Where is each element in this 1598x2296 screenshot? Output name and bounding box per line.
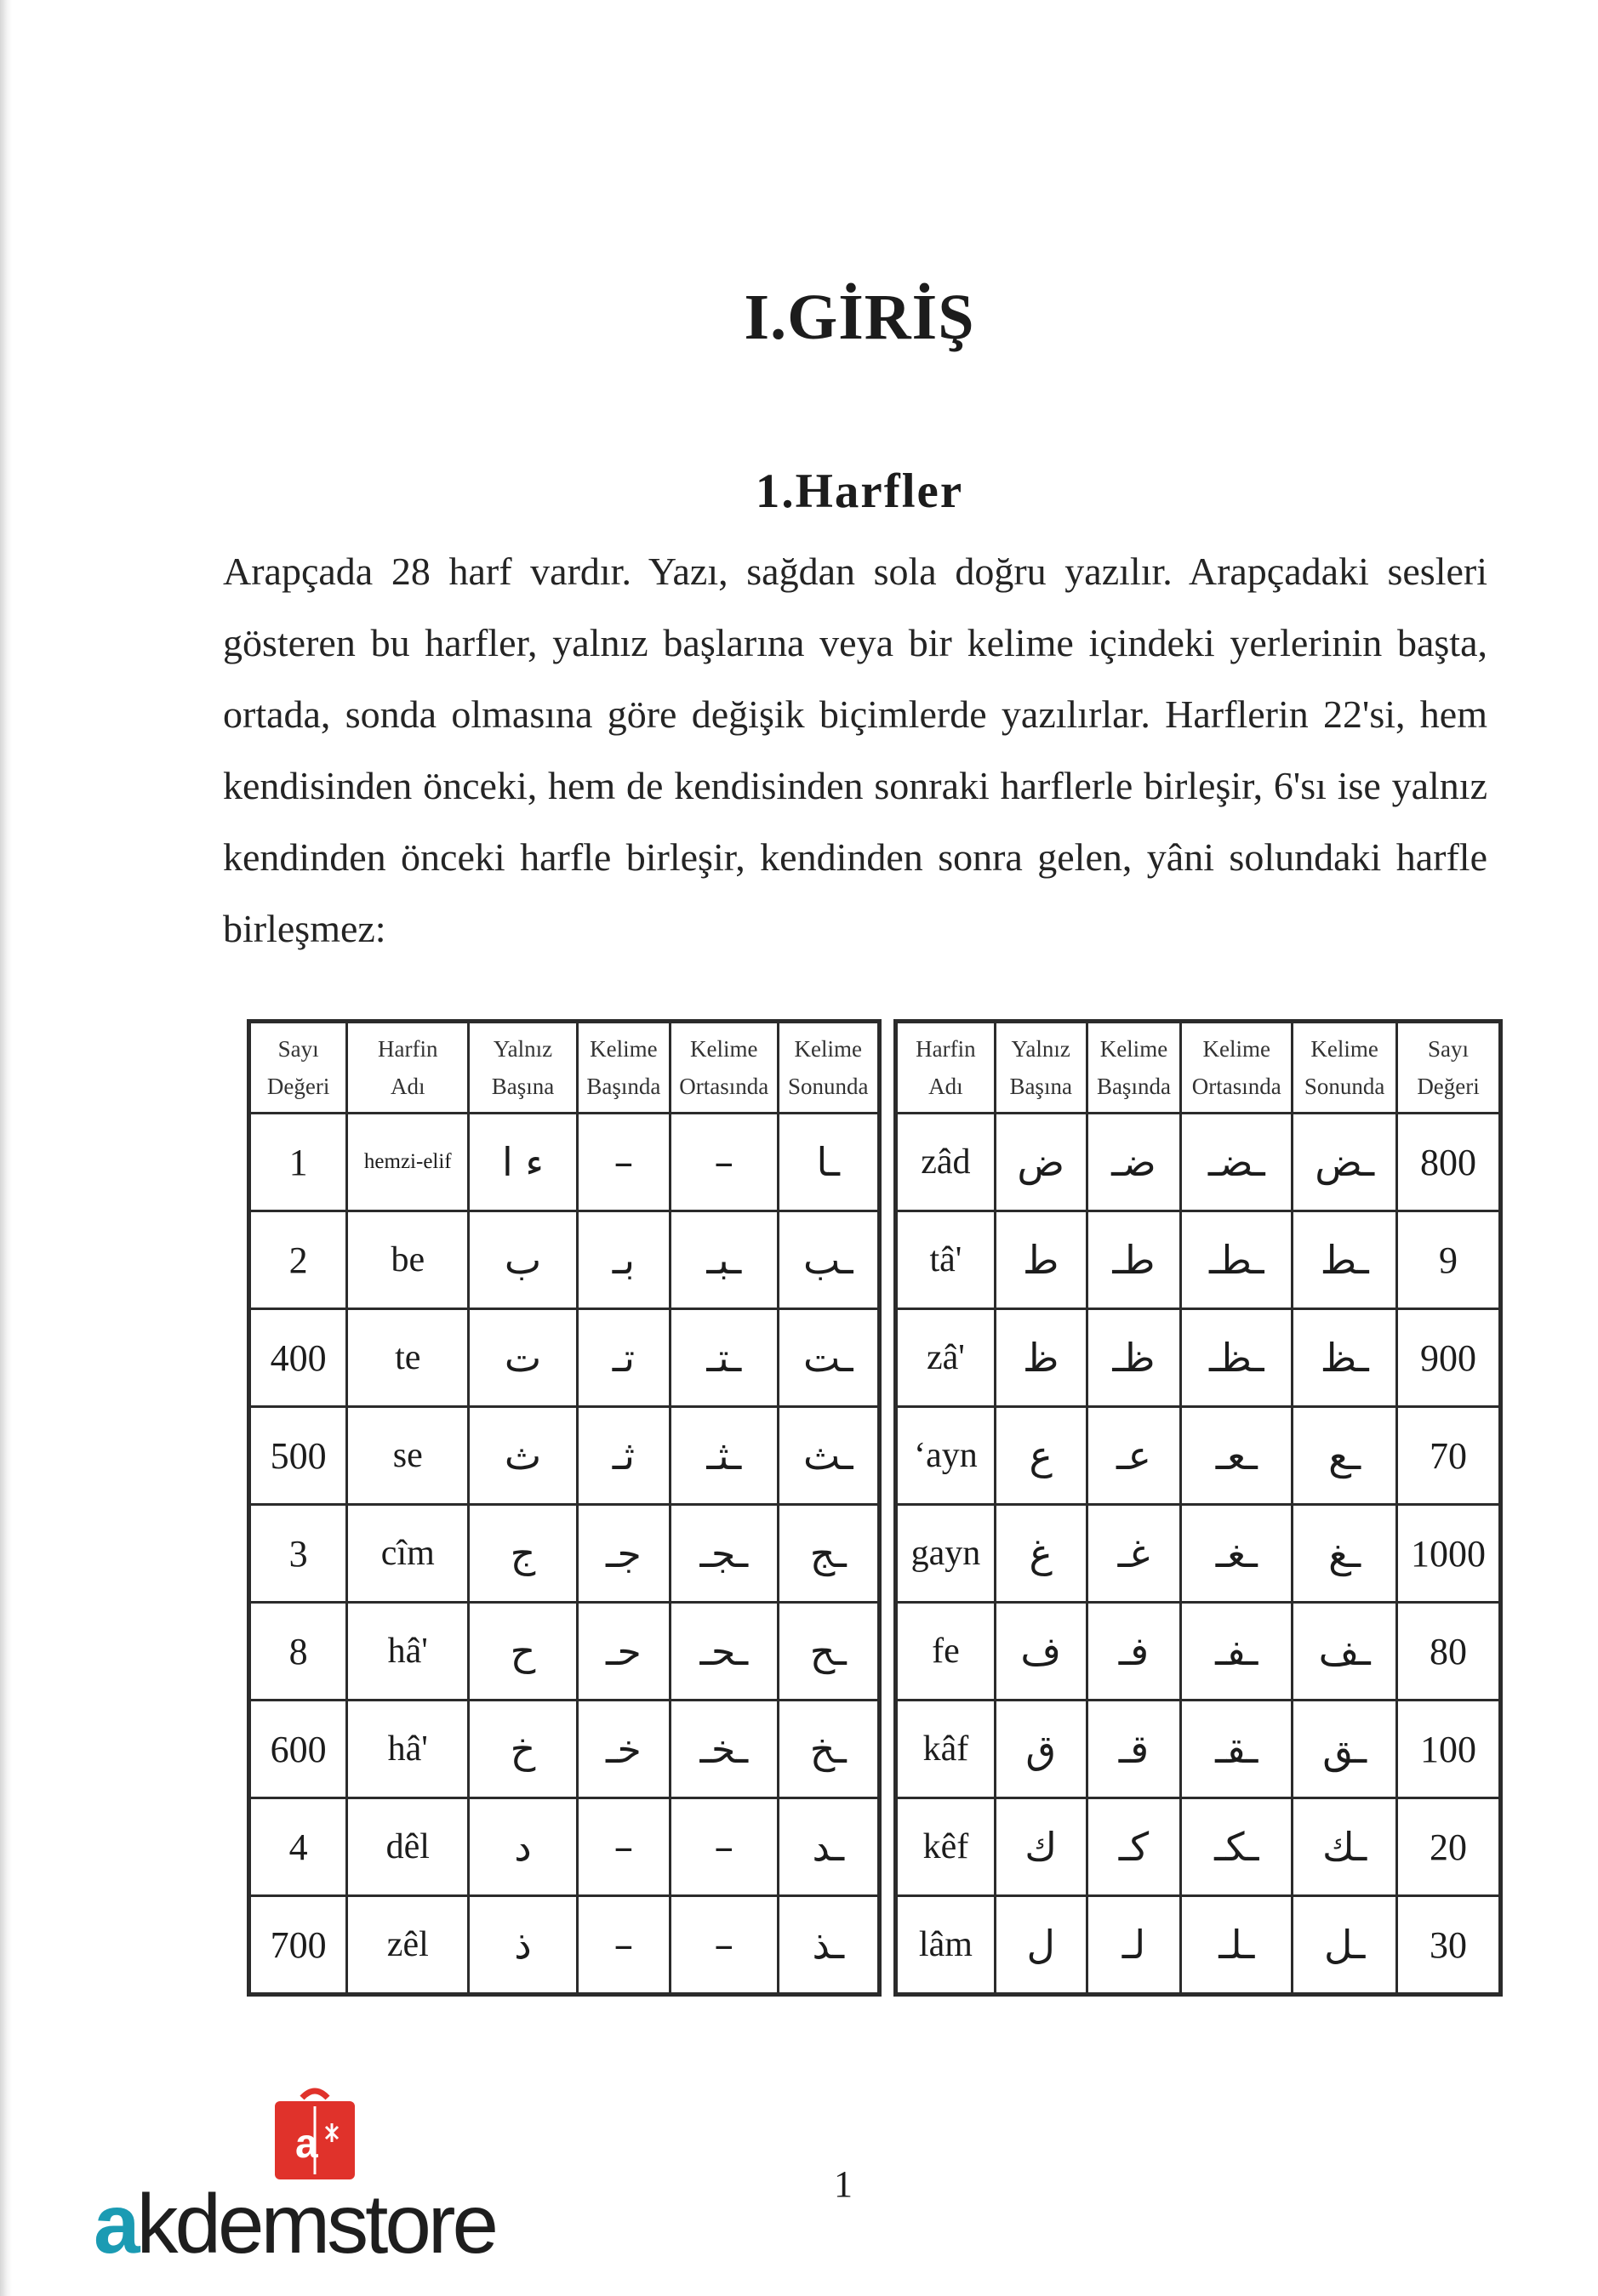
table-cell: 700: [249, 1896, 347, 1995]
table-cell: عـ: [1087, 1407, 1181, 1505]
table-cell: hâ': [347, 1603, 469, 1701]
table-cell: غـ: [1087, 1505, 1181, 1603]
table-cell: ـجـ: [671, 1505, 779, 1603]
table-cell: ـلـ: [1181, 1896, 1293, 1995]
table-cell: –: [671, 1798, 779, 1896]
table-cell: ـب: [778, 1211, 879, 1309]
table-cell: ـح: [778, 1603, 879, 1701]
header-text: Sonunda: [1304, 1074, 1385, 1099]
table-cell: 500: [249, 1407, 347, 1505]
table-cell: hâ': [347, 1701, 469, 1798]
table-cell: ح: [469, 1603, 578, 1701]
table-cell: ظـ: [1087, 1309, 1181, 1407]
left-header-cell: [671, 1022, 779, 1114]
table-cell: fe: [896, 1603, 996, 1701]
right-header-cell: [995, 1022, 1087, 1114]
table-cell: 600: [249, 1701, 347, 1798]
table-cell: ـحـ: [671, 1603, 779, 1701]
table-cell: ـغ: [1293, 1505, 1397, 1603]
table-row: [249, 1407, 880, 1505]
table-cell: 900: [1397, 1309, 1501, 1407]
letters-table-right: [893, 1019, 1503, 1997]
right-header-cell: [1181, 1022, 1293, 1114]
table-cell: ـفـ: [1181, 1603, 1293, 1701]
table-cell: ـل: [1293, 1896, 1397, 1995]
book-logo-icon: [268, 2084, 362, 2186]
table-cell: ث: [469, 1407, 578, 1505]
table-cell: ب: [469, 1211, 578, 1309]
svg-text:a: a: [295, 2122, 318, 2167]
table-cell: lâm: [896, 1896, 996, 1995]
header-text: Yalnız: [493, 1036, 553, 1062]
header-text: Başına: [491, 1074, 555, 1099]
table-cell: خ: [469, 1701, 578, 1798]
table-cell: –: [671, 1114, 779, 1211]
table-cell: ـف: [1293, 1603, 1397, 1701]
table-cell: ـع: [1293, 1407, 1397, 1505]
table-row: [896, 1603, 1501, 1701]
table-cell: غ: [995, 1505, 1087, 1603]
header-text: Sonunda: [788, 1074, 869, 1099]
table-cell: 2: [249, 1211, 347, 1309]
right-header-cell: [1087, 1022, 1181, 1114]
table-cell: –: [577, 1896, 670, 1995]
table-row: [896, 1309, 1501, 1407]
table-row: [896, 1505, 1501, 1603]
left-header-cell: [249, 1022, 347, 1114]
table-cell: ـت: [778, 1309, 879, 1407]
logo-wordmark-accent: a: [94, 2177, 137, 2270]
table-row: [896, 1798, 1501, 1896]
table-cell: ـخـ: [671, 1701, 779, 1798]
table-cell: ت: [469, 1309, 578, 1407]
left-table-header-row: [249, 1022, 880, 1114]
table-cell: te: [347, 1309, 469, 1407]
table-cell: ـد: [778, 1798, 879, 1896]
table-cell: ـضـ: [1181, 1114, 1293, 1211]
header-text: Değeri: [266, 1074, 330, 1099]
table-cell: بـ: [577, 1211, 670, 1309]
header-text: Kelime: [1099, 1036, 1168, 1062]
table-row: [249, 1603, 880, 1701]
header-text: Başında: [586, 1074, 661, 1099]
logo-wordmark: [94, 2176, 495, 2272]
right-header-cell: [896, 1022, 996, 1114]
table-cell: ع: [995, 1407, 1087, 1505]
table-cell: ـك: [1293, 1798, 1397, 1896]
table-cell: 800: [1397, 1114, 1501, 1211]
table-cell: ـث: [778, 1407, 879, 1505]
header-text: Adı: [391, 1074, 425, 1099]
table-cell: tâ': [896, 1211, 996, 1309]
table-row: [249, 1211, 880, 1309]
right-table-header-row: [896, 1022, 1501, 1114]
table-cell: 9: [1397, 1211, 1501, 1309]
right-header-cell: [1293, 1022, 1397, 1114]
table-cell: –: [577, 1798, 670, 1896]
table-cell: ـعـ: [1181, 1407, 1293, 1505]
header-text: Sayı: [1428, 1036, 1470, 1062]
table-cell: cîm: [347, 1505, 469, 1603]
table-cell: ـكـ: [1181, 1798, 1293, 1896]
table-cell: ـقـ: [1181, 1701, 1293, 1798]
logo-wordmark-rest: kdemstore: [136, 2177, 496, 2270]
table-cell: 100: [1397, 1701, 1501, 1798]
left-header-cell: [577, 1022, 670, 1114]
table-cell: ـظ: [1293, 1309, 1397, 1407]
table-cell: ـا: [778, 1114, 879, 1211]
table-cell: ضـ: [1087, 1114, 1181, 1211]
table-cell: ك: [995, 1798, 1087, 1896]
table-cell: د: [469, 1798, 578, 1896]
table-cell: ـتـ: [671, 1309, 779, 1407]
table-cell: فـ: [1087, 1603, 1181, 1701]
section-title: 1.Harfler: [755, 464, 964, 518]
table-cell: zâ': [896, 1309, 996, 1407]
table-cell: 4: [249, 1798, 347, 1896]
table-cell: ظ: [995, 1309, 1087, 1407]
table-row: [896, 1407, 1501, 1505]
table-row: [896, 1211, 1501, 1309]
header-text: Harfin: [378, 1036, 438, 1062]
table-row: [249, 1701, 880, 1798]
table-cell: ـثـ: [671, 1407, 779, 1505]
left-header-cell: [347, 1022, 469, 1114]
table-cell: ـبـ: [671, 1211, 779, 1309]
table-cell: ـض: [1293, 1114, 1397, 1211]
header-text: Başına: [1009, 1074, 1072, 1099]
table-cell: طـ: [1087, 1211, 1181, 1309]
table-cell: 3: [249, 1505, 347, 1603]
table-row: [896, 1701, 1501, 1798]
header-text: Sayı: [277, 1036, 319, 1062]
header-text: Harfin: [916, 1036, 976, 1062]
table-cell: 30: [1397, 1896, 1501, 1995]
table-cell: ء ا: [469, 1114, 578, 1211]
table-cell: kêf: [896, 1798, 996, 1896]
table-cell: ـط: [1293, 1211, 1397, 1309]
table-cell: ذ: [469, 1896, 578, 1995]
table-row: [249, 1798, 880, 1896]
header-text: Adı: [928, 1074, 963, 1099]
table-cell: ـطـ: [1181, 1211, 1293, 1309]
akdemstore-logo: [94, 2084, 536, 2271]
intro-paragraph: Arapçada 28 harf vardır. Yazı, sağdan sola doğru yazılır. Arapçadaki sesleri gösteren bu harfler, yalnız başlarına veya bir kelime içindeki yerlerinin başta, ortada, sonda olmasına göre değişik biçimlerde yazılırlar. Harflerin 22'si, hem kendisinden önceki, hem de kendisinden sonraki harflerle birleşir, 6'sı ise yalnız kendinden önceki harfle birleşir, kendinden sonra gelen, yâni solundaki harfle birleşmez:: [223, 550, 1487, 950]
table-cell: ج: [469, 1505, 578, 1603]
table-row: [249, 1309, 880, 1407]
table-cell: 8: [249, 1603, 347, 1701]
table-cell: خـ: [577, 1701, 670, 1798]
table-cell: لـ: [1087, 1896, 1181, 1995]
left-header-cell: [469, 1022, 578, 1114]
table-cell: 80: [1397, 1603, 1501, 1701]
table-row: [896, 1114, 1501, 1211]
header-text: Başında: [1096, 1074, 1171, 1099]
table-row: [249, 1505, 880, 1603]
table-cell: ـق: [1293, 1701, 1397, 1798]
table-cell: ط: [995, 1211, 1087, 1309]
letters-table-left: [247, 1019, 882, 1997]
table-cell: حـ: [577, 1603, 670, 1701]
table-cell: ف: [995, 1603, 1087, 1701]
table-cell: ‘ayn: [896, 1407, 996, 1505]
table-cell: –: [577, 1114, 670, 1211]
table-cell: gayn: [896, 1505, 996, 1603]
header-text: Kelime: [1202, 1036, 1271, 1062]
header-text: Yalnız: [1011, 1036, 1070, 1062]
header-text: Kelime: [1310, 1036, 1378, 1062]
table-cell: ـذ: [778, 1896, 879, 1995]
table-cell: hemzi-elif: [347, 1114, 469, 1211]
table-cell: be: [347, 1211, 469, 1309]
table-cell: 70: [1397, 1407, 1501, 1505]
table-cell: ـخ: [778, 1701, 879, 1798]
table-cell: dêl: [347, 1798, 469, 1896]
table-cell: جـ: [577, 1505, 670, 1603]
right-header-cell: [1397, 1022, 1501, 1114]
table-cell: ـغـ: [1181, 1505, 1293, 1603]
table-cell: 1: [249, 1114, 347, 1211]
table-cell: zâd: [896, 1114, 996, 1211]
table-cell: 1000: [1397, 1505, 1501, 1603]
header-text: Ortasında: [1191, 1074, 1281, 1099]
header-text: Kelime: [690, 1036, 758, 1062]
header-text: Kelime: [794, 1036, 863, 1062]
table-row: [249, 1896, 880, 1995]
table-cell: قـ: [1087, 1701, 1181, 1798]
table-cell: ض: [995, 1114, 1087, 1211]
left-header-cell: [778, 1022, 879, 1114]
table-row: [896, 1896, 1501, 1995]
header-text: Kelime: [590, 1036, 658, 1062]
table-cell: كـ: [1087, 1798, 1181, 1896]
table-cell: 20: [1397, 1798, 1501, 1896]
table-cell: ـج: [778, 1505, 879, 1603]
table-cell: ثـ: [577, 1407, 670, 1505]
table-cell: ل: [995, 1896, 1087, 1995]
table-cell: تـ: [577, 1309, 670, 1407]
table-cell: ق: [995, 1701, 1087, 1798]
page-number: 1: [834, 2163, 853, 2205]
table-cell: kâf: [896, 1701, 996, 1798]
table-cell: ـظـ: [1181, 1309, 1293, 1407]
chapter-title: I.GİRİŞ: [744, 282, 975, 353]
table-cell: se: [347, 1407, 469, 1505]
header-text: Değeri: [1417, 1074, 1480, 1099]
header-text: Ortasında: [679, 1074, 769, 1099]
table-cell: 400: [249, 1309, 347, 1407]
table-row: [249, 1114, 880, 1211]
table-cell: zêl: [347, 1896, 469, 1995]
table-cell: –: [671, 1896, 779, 1995]
